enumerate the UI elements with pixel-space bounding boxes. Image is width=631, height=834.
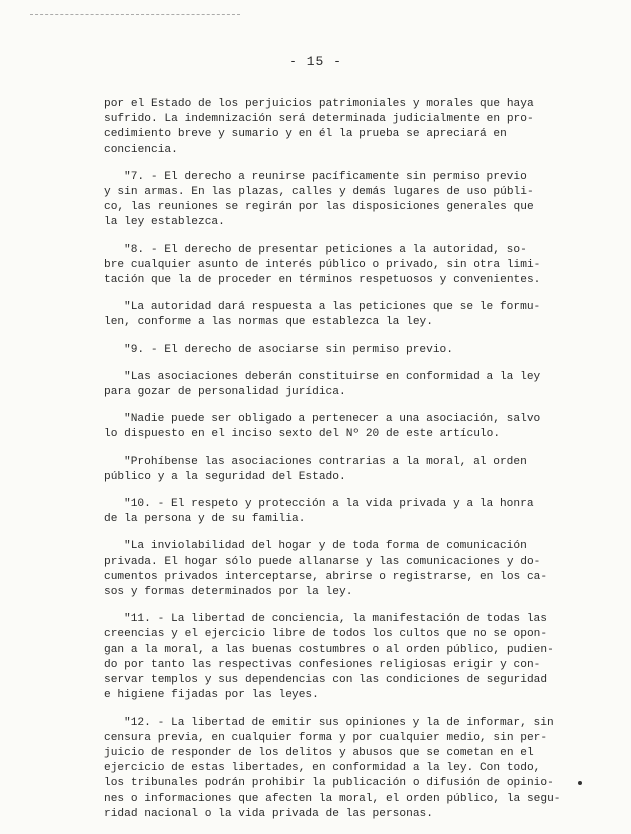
paragraph-line: "8. - El derecho de presentar peticiones a la autoridad, so- <box>124 243 527 256</box>
paragraph <box>104 412 541 442</box>
paragraph-line: do por tanto las respectivas confesiones religiosas erigir y con- <box>104 658 541 671</box>
paragraph-line: e higiene fijadas por las leyes. <box>104 689 319 702</box>
paragraph-line: ejercicio de estas libertades, en conformidad a la ley. Con todo, <box>104 762 541 775</box>
paragraph-line: los tribunales podrán prohibir la publicación o difusión de opinio- <box>104 777 554 790</box>
paragraph-line: cedimiento breve y sumario y en él la prueba se apreciará en <box>104 128 507 141</box>
paragraph-line: "Nadie puede ser obligado a pertenecer a una asociación, salvo <box>124 413 541 426</box>
paragraph <box>104 539 548 600</box>
paragraph <box>104 343 524 358</box>
paragraph-line: "9. - El derecho de asociarse sin permiso previo. <box>124 343 453 356</box>
paragraph-line: "7. - El derecho a reunirse pacíficamente sin permiso previo <box>124 170 527 183</box>
paragraph-line: "11. - La libertad de conciencia, la manifestación de todas las <box>124 613 547 626</box>
paragraph-line: público y a la seguridad del Estado. <box>104 470 346 483</box>
paragraph-line: de la persona y de su familia. <box>104 513 306 526</box>
paragraph-line: y sin armas. En las plazas, calles y demás lugares de uso públi- <box>104 186 534 199</box>
paragraph-line: juicio de responder de los delitos y abusos que se cometan en el <box>104 746 534 759</box>
paragraph-line: ridad nacional o la vida privada de las personas. <box>104 807 433 820</box>
document-body <box>104 97 561 834</box>
paragraph <box>104 497 534 527</box>
paragraph-line: "10. - El respeto y protección a la vida privada y a la honra <box>124 498 534 511</box>
paragraph-line: "Prohíbense las asociaciones contrarias a la moral, al orden <box>124 455 527 468</box>
paragraph <box>104 455 527 485</box>
paragraph-line: gan a la moral, a las buenas costumbres o al orden público, pudien- <box>104 643 554 656</box>
paragraph-line: "Las asociaciones deberán constituirse en conformidad a la ley <box>124 370 541 383</box>
paragraph-line: bre cualquier asunto de interés público o privado, sin otra limi- <box>104 258 541 271</box>
paragraph-line: lo dispuesto en el inciso sexto del Nº 20 de este artículo. <box>104 428 501 441</box>
paragraph <box>104 716 561 822</box>
paragraph-line: co, las reuniones se regirán por las disposiciones generales que <box>104 201 534 214</box>
paragraph-line: nes o informaciones que afecten la moral, el orden público, la segu- <box>104 792 561 805</box>
paragraph <box>104 170 534 231</box>
paragraph-line: la ley establezca. <box>104 216 225 229</box>
paragraph-line: sufrido. La indemnización será determinada judicialmente en pro- <box>104 113 534 126</box>
paragraph-line: cumentos privados interceptarse, abrirse o registrarse, en los ca- <box>104 570 548 583</box>
paragraph <box>104 612 554 703</box>
paragraph-line: creencias y el ejercicio libre de todos los cultos que no se opon- <box>104 628 548 641</box>
paragraph-line: "12. - La libertad de emitir sus opiniones y la de informar, sin <box>124 716 554 729</box>
paragraph-line: privada. El hogar sólo puede allanarse y las comunicaciones y do- <box>104 555 541 568</box>
paragraph-line: len, conforme a las normas que establezca la ley. <box>104 316 433 329</box>
paragraph-line: por el Estado de los perjuicios patrimoniales y morales que haya <box>104 98 534 110</box>
paragraph <box>104 243 541 289</box>
paragraph-line: "La inviolabilidad del hogar y de toda forma de comunicación <box>124 540 527 553</box>
paragraph <box>104 97 534 158</box>
paragraph-line: censura previa, en cualquier forma y por cualquier medio, sin per- <box>104 731 548 744</box>
top-scan-rule <box>30 14 240 15</box>
paragraph-line: "La autoridad dará respuesta a las peticiones que se le formu- <box>124 301 541 314</box>
page-number: - 15 - <box>289 54 342 69</box>
paragraph-line: conciencia. <box>104 143 178 156</box>
paragraph-line: para gozar de personalidad jurídica. <box>104 386 346 399</box>
paragraph <box>104 370 541 400</box>
paragraph-line: tación que la de proceder en términos respetuosos y convenientes. <box>104 274 541 287</box>
paragraph-line: sos y formas determinados por la ley. <box>104 586 353 599</box>
paragraph <box>104 300 541 330</box>
paragraph-line: servar templos y sus dependencias con las condiciones de seguridad <box>104 674 548 687</box>
scan-mark <box>578 781 582 785</box>
